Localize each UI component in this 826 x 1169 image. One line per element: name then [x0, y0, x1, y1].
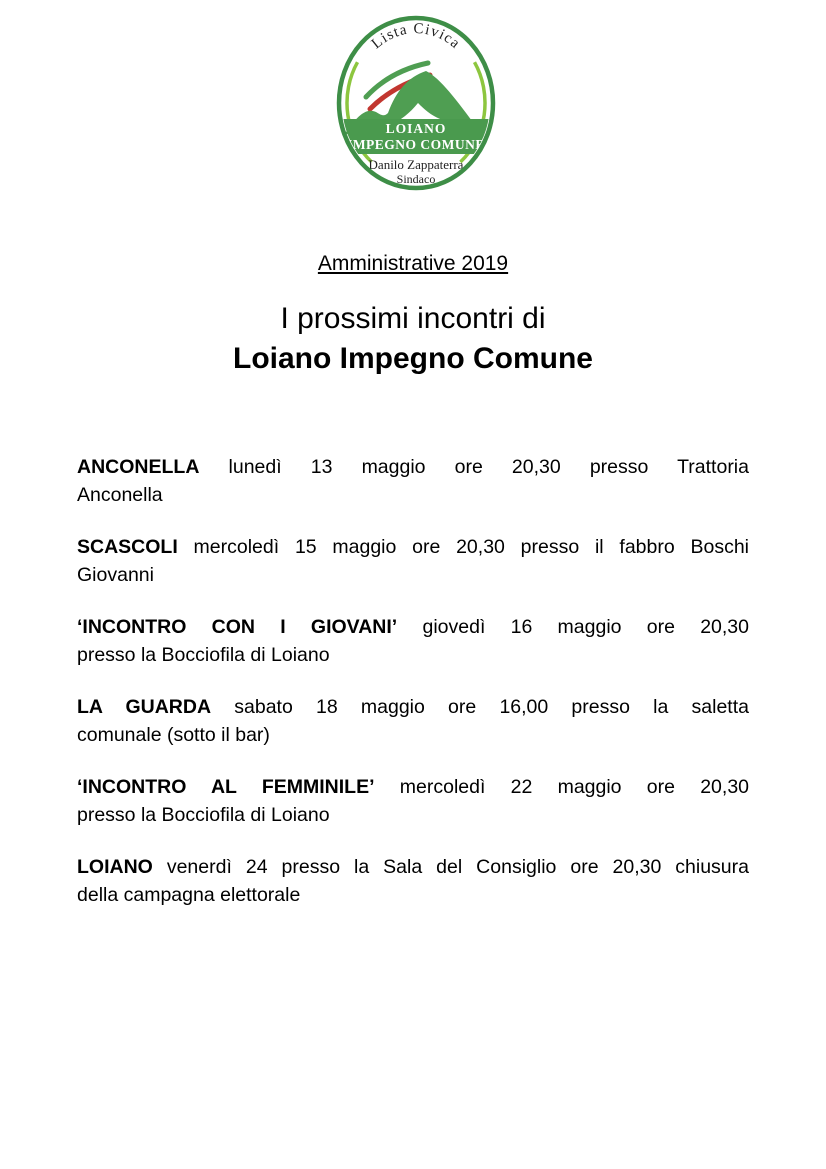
logo-candidate-name: Danilo Zappaterra — [368, 157, 464, 172]
event-name: LA GUARDA — [77, 696, 212, 718]
event-line2: della campagna elettorale — [77, 884, 301, 906]
event-name: ‘INCONTRO AL FEMMINILE’ — [77, 776, 375, 798]
logo-band-line1: LOIANO — [385, 121, 447, 136]
page-title — [0, 299, 826, 379]
event-line1 — [77, 613, 749, 641]
event-line1 — [77, 453, 749, 481]
event-details: mercoledì 22 maggio ore 20,30 — [399, 776, 750, 798]
event-line1 — [77, 693, 749, 721]
event-name: ‘INCONTRO CON I GIOVANI’ — [77, 616, 398, 638]
event-line2: Anconella — [77, 484, 163, 506]
event-name: SCASCOLI — [77, 536, 178, 558]
event-line2: comunale (sotto il bar) — [77, 724, 270, 746]
event-incontro-femminile — [77, 773, 749, 829]
party-logo — [328, 13, 498, 198]
event-loiano — [77, 853, 749, 909]
page-title-line2: Loiano Impegno Comune — [233, 342, 593, 375]
events-list — [77, 453, 749, 909]
event-line2: presso la Bocciofila di Loiano — [77, 644, 330, 666]
event-line1 — [77, 853, 749, 881]
event-line2: presso la Bocciofila di Loiano — [77, 804, 330, 826]
event-la-guarda — [77, 693, 749, 749]
event-details: lunedì 13 maggio ore 20,30 presso Trattoria — [228, 456, 749, 478]
event-details: sabato 18 maggio ore 16,00 presso la saletta — [234, 696, 749, 718]
event-line1 — [77, 533, 749, 561]
election-subtitle: Amministrative 2019 — [317, 252, 509, 275]
event-name: LOIANO — [77, 856, 153, 878]
page-title-line1: I prossimi incontri di — [280, 302, 546, 335]
event-line2: Giovanni — [77, 564, 154, 586]
event-details: venerdì 24 presso la Sala del Consiglio ore 20,30 chiusura — [166, 856, 749, 878]
event-name: ANCONELLA — [77, 456, 200, 478]
event-anconella — [77, 453, 749, 509]
logo-band-line2: IMPEGNO COMUNE — [347, 137, 485, 152]
event-scascoli — [77, 533, 749, 589]
event-line1 — [77, 773, 749, 801]
event-details: mercoledì 15 maggio ore 20,30 presso il fabbro Boschi — [193, 536, 749, 558]
event-incontro-giovani — [77, 613, 749, 669]
event-details: giovedì 16 maggio ore 20,30 — [422, 616, 749, 638]
logo-arc-text: Lista Civica — [368, 20, 464, 53]
logo-candidate-role: Sindaco — [396, 172, 436, 186]
lista-civica-logo-image — [334, 13, 498, 193]
